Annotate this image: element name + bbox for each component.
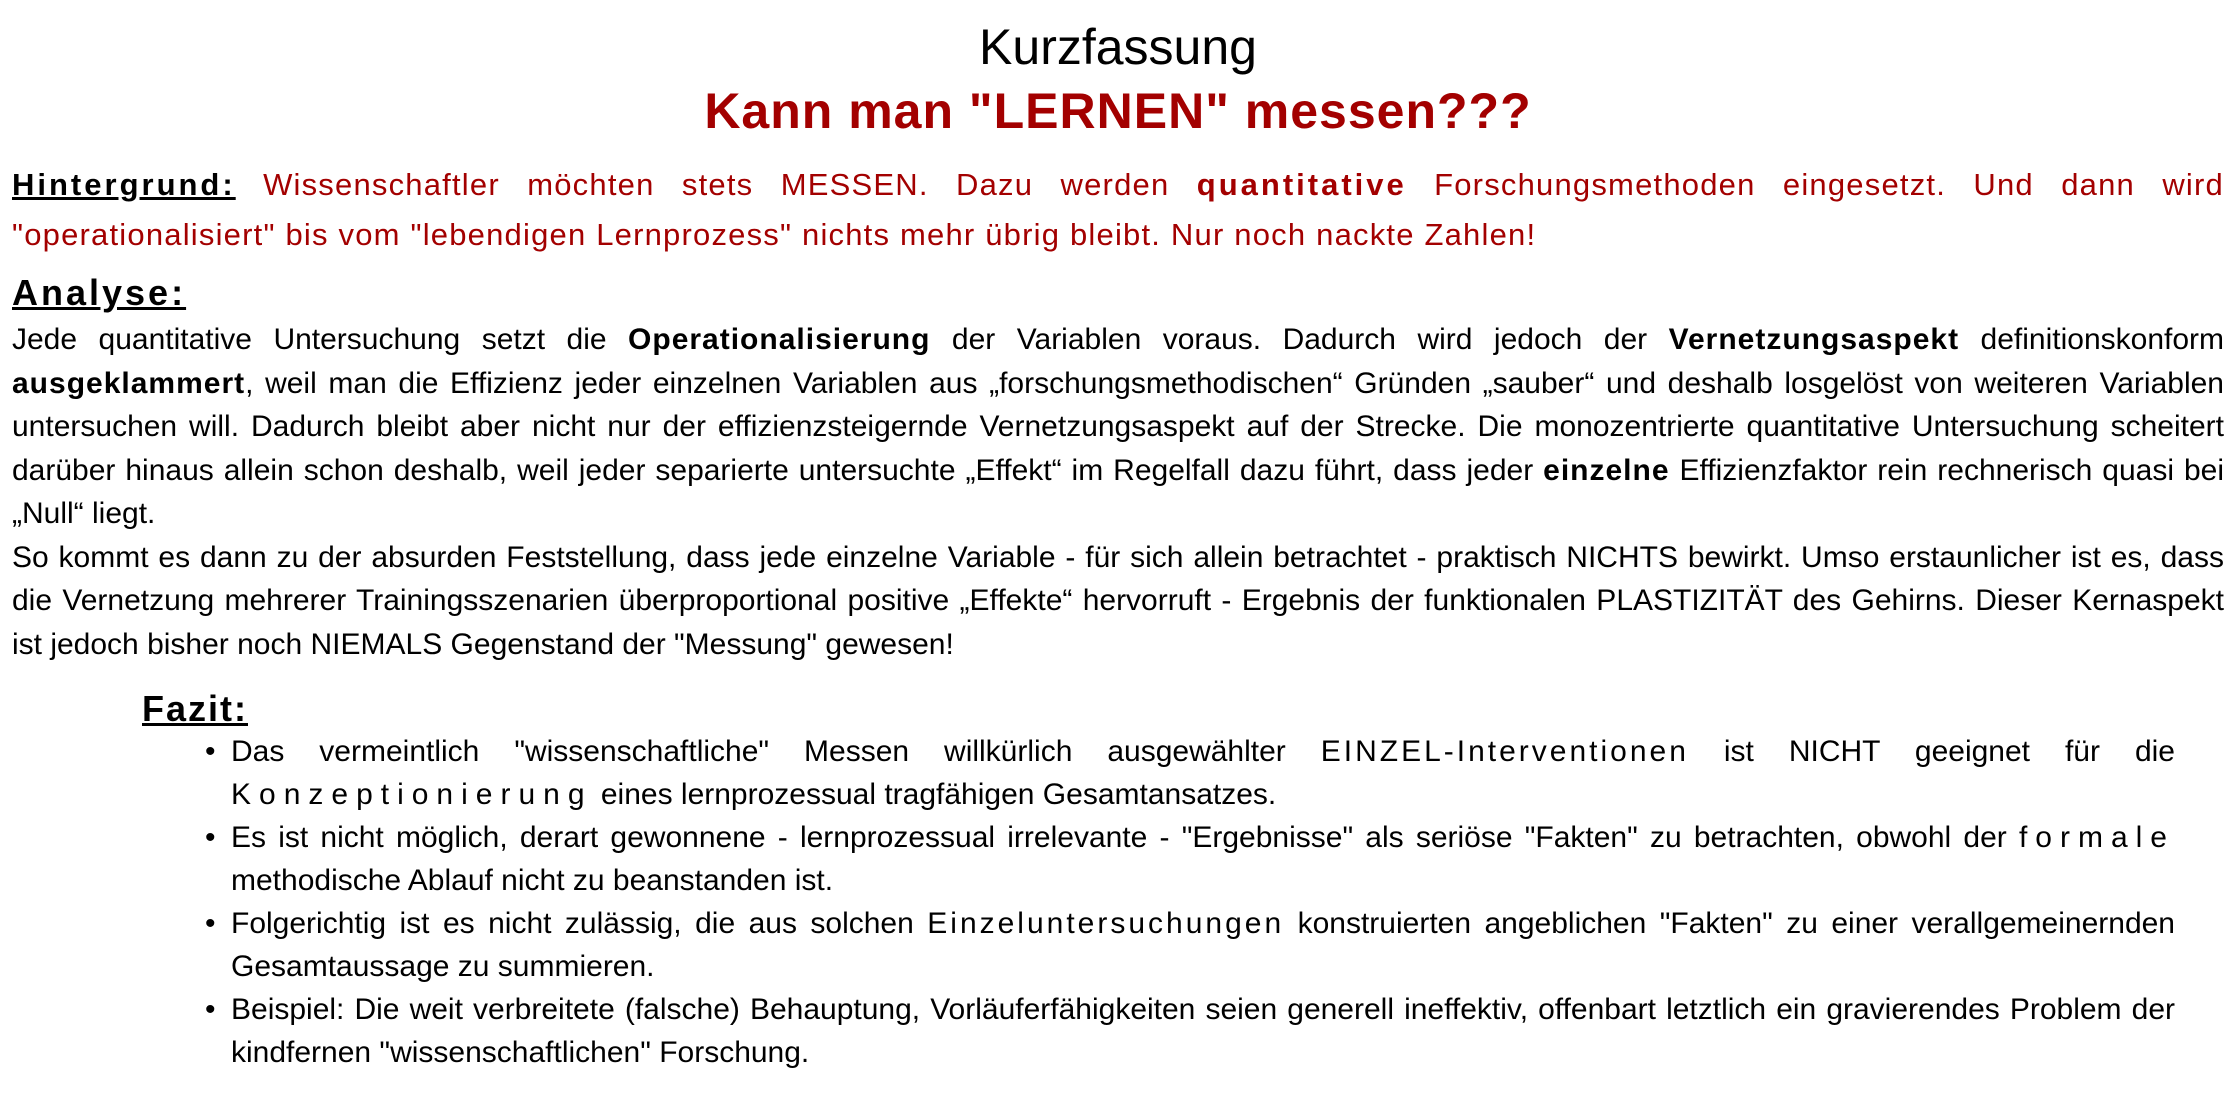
hintergrund-paragraph: [12, 160, 2224, 260]
analyse-text: , weil man die Effizienz jeder einzelnen Variablen aus „forschungsmethodischen“ Gründen „sauber“ und deshalb losgelöst von weiteren Variablen untersuchen will. Dadurch bleibt aber nicht nur der effizienzsteigernde Vernetzungsaspekt auf der Strecke. Die monozentrierte quantitative Untersuchung scheitert darüber hinaus allein schon deshalb, weil jeder separierte untersuchte „Effekt“ im Regelfall dazu führt, dass jeder: [12, 366, 2224, 487]
analyse-text: Effizienzfaktor rein rechnerisch quasi bei „Null“ liegt.: [12, 453, 2225, 530]
fazit-text: eines lernprozessual tragfähigen Gesamtansatzes.: [592, 778, 1277, 811]
analyse-text: definitionskonform: [1959, 323, 2225, 356]
fazit-text: methodische Ablauf nicht zu beanstanden ist.: [231, 864, 834, 897]
analyse-heading: Analyse:: [12, 272, 187, 313]
fazit-spaced-term: Konzeptionierung: [231, 778, 593, 811]
fazit-spaced-term: EINZEL-Interventionen: [1320, 735, 1689, 768]
page-title: Kurzfassung: [979, 19, 1257, 75]
hintergrund-text-1: Wissenschaftler möchten stets MESSEN. Dazu werden: [235, 167, 1197, 202]
analyse-paragraph-1: [12, 318, 2224, 536]
analyse-bold-vernetzungsaspekt: Vernetzungsaspekt: [1668, 323, 1960, 356]
analyse-bold-einzelne: einzelne: [1543, 453, 1670, 487]
fazit-text: Das vermeintlich "wissenschaftliche" Messen willkürlich ausgewählter: [231, 735, 1321, 768]
fazit-list: [205, 730, 2175, 1074]
fazit-text: konstruierten angeblichen "Fakten" zu einer verallgemeinernden Gesamtaussage zu summieren.: [231, 907, 2175, 983]
analyse-text: Jede quantitative Untersuchung setzt die: [12, 323, 629, 356]
fazit-item-3: [205, 902, 2175, 988]
analyse-body: [12, 318, 2224, 666]
fazit-item-2: [205, 816, 2175, 902]
hintergrund-bold: quantitative: [1196, 167, 1407, 202]
analyse-paragraph-2: So kommt es dann zu der absurden Feststellung, dass jede einzelne Variable - für sich allein betrachtet - praktisch NICHTS bewirkt. Umso erstaunlicher ist es, dass die Vernetzung mehrerer Trainingsszenarien überproportional positive „Effekte“ hervorruft - Ergebnis der funktionalen PLASTIZITÄT des Gehirns. Dieser Kernaspekt ist jedoch bisher noch NIEMALS Gegenstand der "Messung" gewesen!: [12, 540, 2224, 661]
hintergrund-text-2: Forschungsmethoden eingesetzt. Und dann wird "operationalisiert" bis vom "lebendigen Lernprozess" nichts mehr übrig bleibt. Nur noch nackte Zahlen!: [12, 167, 2224, 252]
analyse-bold-operationalisierung: Operationalisierung: [628, 323, 931, 356]
fazit-text: Es ist nicht möglich, derart gewonnene - lernprozessual irrelevante - "Ergebnisse" als seriöse "Fakten" zu betrachten, obwohl der: [231, 821, 2019, 854]
fazit-item-1: [205, 730, 2175, 816]
fazit-item-4: • Beispiel: Die weit verbreitete (falsche) Behauptung, Vorläuferfähigkeiten seien generell ineffektiv, offenbart letztlich ein gravierendes Problem der kindfernen "wissenschaftlichen" Forschung.: [205, 988, 2175, 1074]
fazit-spaced-term: Einzeluntersuchungen: [927, 907, 1285, 940]
fazit-text: Folgerichtig ist es nicht zulässig, die aus solchen: [231, 907, 928, 940]
hintergrund-heading: Hintergrund:: [12, 167, 236, 202]
fazit-text: ist NICHT geeignet für die: [1688, 735, 2175, 768]
analyse-bold-ausgeklammert: ausgeklammert: [12, 366, 246, 400]
fazit-heading: Fazit:: [142, 688, 248, 729]
fazit-spaced-term: formale: [2018, 821, 2175, 854]
page-subtitle: Kann man "LERNEN" messen???: [704, 83, 1532, 139]
analyse-text: der Variablen voraus. Dadurch wird jedoch der: [930, 323, 1669, 356]
